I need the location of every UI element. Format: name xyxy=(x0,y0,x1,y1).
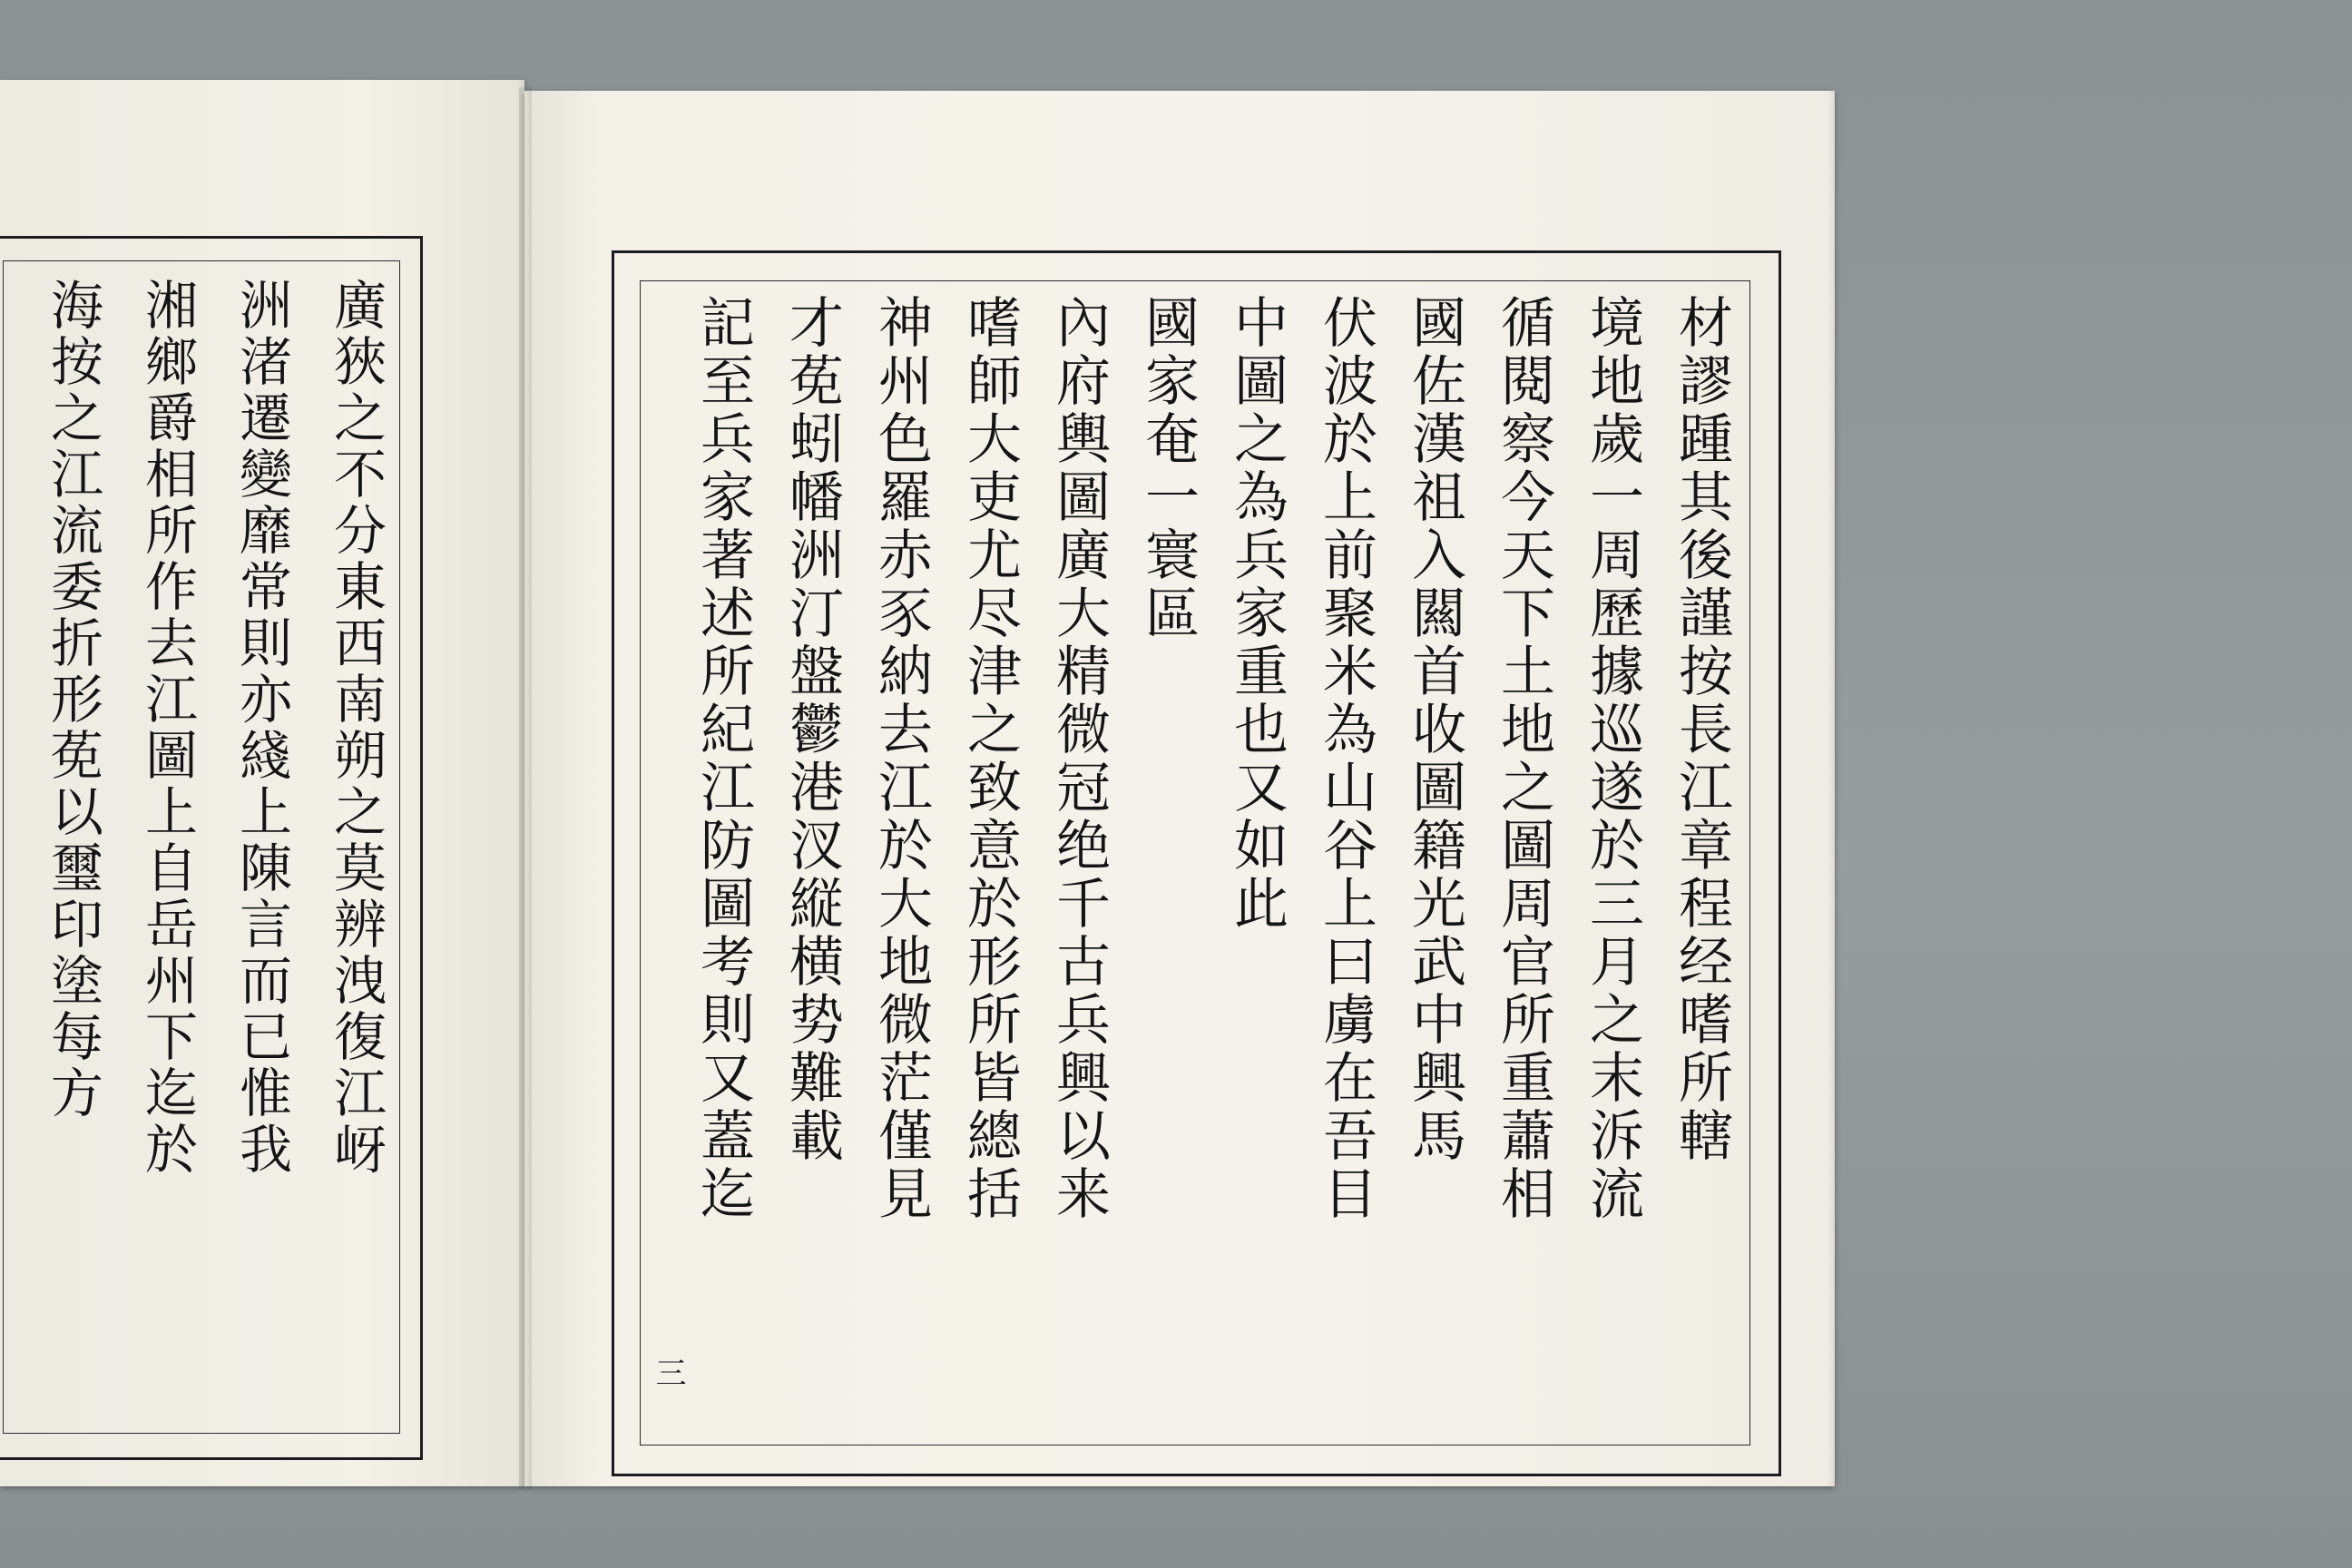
right-column-4: 國佐漢祖入闗首收圖籍光武中興馬 xyxy=(1403,294,1466,1165)
left-column-4: 海按之江流委折形莬以璽印塗每方 xyxy=(42,278,103,1122)
left-text-block xyxy=(4,278,399,1421)
right-column-11: 才莬蚓幡洲汀盤鬱港汊縦横势難載 xyxy=(780,294,844,1165)
right-page xyxy=(524,91,1835,1486)
left-column-2: 洲渚遷變靡常則亦綫上陳言而已惟我 xyxy=(230,278,292,1178)
left-outer-frame xyxy=(0,236,423,1460)
right-page-edge xyxy=(1828,91,1835,1486)
right-column-3: 循閱察今天下土地之圖周官所重蕭相 xyxy=(1492,294,1555,1223)
right-column-1: 材謬踵其後謹按長江章程经嗜所轄 xyxy=(1670,294,1733,1165)
left-inner-frame xyxy=(3,260,400,1434)
left-column-3: 湘鄉爵相所作去江圖上自岳州下迄於 xyxy=(136,278,198,1178)
right-column-10: 神州色羅赤豕納去江於大地微茫僅見 xyxy=(869,294,933,1223)
right-column-5: 伏波於上前聚米為山谷上曰虜在吾目 xyxy=(1314,294,1377,1223)
right-column-6: 中圖之為兵家重也又如此 xyxy=(1225,294,1289,933)
right-column-9: 嗜師大吏尤尽津之致意於形所皆總括 xyxy=(958,294,1022,1223)
folio-number: 三 xyxy=(650,1357,686,1387)
right-inner-frame xyxy=(640,280,1750,1446)
left-column-1: 廣狹之不分東西南朔之莫辨洩復江岈 xyxy=(325,278,387,1178)
right-column-8: 內府輿圖廣大精微冠绝千古兵興以来 xyxy=(1047,294,1111,1223)
book-gutter xyxy=(519,87,532,1489)
right-column-2: 境地歲一周歷據巡遂於三月之末泝流 xyxy=(1581,294,1644,1223)
right-text-block xyxy=(641,294,1749,1437)
right-column-7: 國家奄一寰區 xyxy=(1136,294,1200,642)
right-column-12: 記至兵家著述所紀江防圖考則又蓋迄 xyxy=(691,294,755,1223)
right-outer-frame xyxy=(612,250,1781,1476)
left-page xyxy=(0,80,524,1486)
